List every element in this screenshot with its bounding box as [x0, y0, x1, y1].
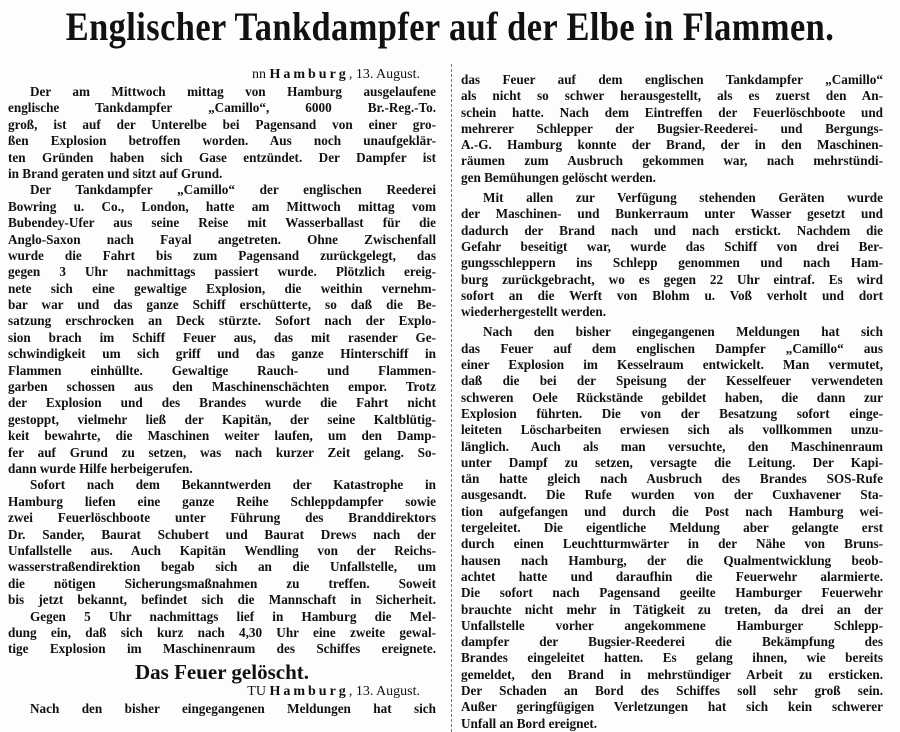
text-line: ten Gründen haben sich Gase entzündet. Der Dampfer ist	[8, 149, 436, 165]
text-line: schein hatte. Nach dem Eintreffen der Feuerlöschboote und	[461, 104, 883, 120]
text-line: der Maschinen- und Bunkerraum unter Wasser gesetzt und	[461, 206, 883, 222]
dateline-agency: TU	[247, 683, 266, 699]
text-line: Flammen einhüllte. Gewaltige Rauch- und Flammen-	[8, 362, 436, 378]
text-line: unter Dampf zu setzen, versagte die Leitung. Der Kapi-	[461, 454, 883, 470]
text-line: daß die bei der Speisung der Kesselfeuer verwendeten	[461, 373, 883, 389]
text-line: gungsschleppern ins Schlepp genommen und nach Ham-	[461, 255, 883, 271]
text-line: schweren Oele Rückstände gebildet haben, die dann zur	[461, 389, 883, 405]
article-headline: Englischer Tankdampfer auf der Elbe in Flammen.	[65, 4, 835, 49]
text-line: nete sich eine gewaltige Explosion, die weithin vernehm-	[8, 280, 436, 296]
text-line: wiederhergestellt werden.	[461, 304, 607, 320]
text-line: Brandes eingeleitet hatten. Es gelang ihnen, wie bereits	[461, 650, 883, 666]
dateline-agency: nn	[251, 67, 266, 82]
text-line: wasserstraßendirektion begab sich an die Unfallstelle, um	[8, 559, 436, 575]
article-body	[8, 84, 436, 658]
text-line: mehrerer Schlepper der Bugsier-Reederei- und Bergungs-	[461, 120, 883, 136]
left-column	[8, 66, 436, 717]
text-line: schwindigkeit um sich griff und das ganze Hinterschiff in	[8, 346, 436, 362]
dateline	[8, 66, 436, 84]
right-column	[461, 72, 883, 732]
text-line: Gegen 5 Uhr nachmittags lief in Hamburg die Mel-	[30, 608, 436, 624]
text-line: fer auf Grund zu setzen, was nach kurzer Zeit gelang. So-	[8, 444, 436, 460]
text-line: Unfallstelle aus. Auch Kapitän Wendling von der Reichs-	[8, 542, 436, 558]
text-line: Der Schaden an Bord des Schiffes soll sehr groß sein.	[461, 682, 883, 698]
text-line: das Feuer auf dem englischen Tankdampfer „Camillo“	[461, 72, 883, 87]
text-line: brauchte nicht mehr in Tätigkeit zu treten, da drei an der	[461, 601, 883, 617]
dateline-city: Hamburg	[269, 683, 349, 699]
text-line: dampfer der Bugsier-Reederei die Bekämpfung des	[461, 634, 883, 650]
text-line: Gefahr beseitigt war, wurde das Schiff von drei Ber-	[461, 238, 883, 254]
text-line: der Explosion und des Brandes wurde die Fahrt nicht	[8, 395, 436, 411]
article-body-2	[8, 701, 436, 717]
text-line: Außer geringfügigen Verletzungen hat sich kein schwerer	[461, 699, 883, 715]
text-line: sofort an die Werft von Blohm u. Voß verholt und dort	[461, 287, 883, 303]
column-divider	[451, 64, 452, 732]
text-line: Unfallstelle vorher angekommene Hamburger Schlepp-	[461, 617, 883, 633]
dateline-2	[8, 683, 436, 701]
subheading: Das Feuer gelöscht.	[135, 659, 309, 684]
text-line: dadurch der Brand nach und nach erstickt. Nachdem die	[461, 222, 883, 238]
text-line: Bowring u. Co., London, hatte am Mittwoch mittag vom	[8, 198, 436, 214]
text-line: in Brand geraten und sitzt auf Grund.	[8, 165, 223, 181]
text-line: Nach den bisher eingegangenen Meldungen hat sich	[483, 324, 883, 340]
text-line: tion aufgefangen und durch die Post nach Hamburg wei-	[461, 503, 883, 519]
text-line: räumen zum Ausbruch gekommen war, nach mehrstündi-	[461, 153, 883, 169]
text-line: Mit allen zur Verfügung stehenden Geräten wurde	[483, 190, 883, 206]
text-line: Explosion führten. Die von der Besatzung sofort einge-	[461, 405, 883, 421]
text-line: gestoppt, vielmehr ließ der Kapitän, der seine Kaltblütig-	[8, 411, 436, 427]
text-line: länglich. Auch als man versuchte, den Maschinenraum	[461, 438, 883, 454]
text-line: bar war und das ganze Schiff erschütterte, so daß die Be-	[8, 297, 436, 313]
text-line: zwei Feuerlöschboote unter Führung des Branddirektors	[8, 510, 436, 526]
text-line: garben schossen aus den Maschinenschächten empor. Trotz	[8, 379, 436, 395]
text-line: die nötigen Sicherungsmaßnahmen zu treffen. Soweit	[8, 575, 436, 591]
text-line: Hamburg liefen eine ganze Reihe Schleppdampfer sowie	[8, 493, 436, 509]
text-line: dung ein, daß sich kurz nach 4,30 Uhr eine zweite gewal-	[8, 624, 436, 640]
article-body-continued	[461, 72, 883, 732]
text-line: tige Explosion im Maschinenraum des Schiffes ereignete.	[8, 641, 436, 657]
text-line: ausgesandt. Die Rufe wurden von der Cuxhavener Sta-	[461, 487, 883, 503]
text-line: burg zurückgebracht, wo es gegen 22 Uhr eintraf. Es wird	[461, 271, 883, 287]
dateline-date: , 13. August.	[348, 67, 420, 82]
text-line: Nach den bisher eingegangenen Meldungen hat sich	[30, 700, 436, 716]
dateline-city: Hamburg	[269, 67, 349, 82]
text-line: das Feuer auf dem englischen Dampfer „Camillo“ aus	[461, 340, 883, 356]
text-line: durch einen Leuchtturmwärter in der Nähe von Bruns-	[461, 536, 883, 552]
text-line: Bubendey-Ufer aus seine Reise mit Wasserballast für die	[8, 215, 436, 231]
text-line: hausen nach Hamburg, der die Qualmentwicklung beob-	[461, 552, 883, 568]
text-line: leiteten Löscharbeiten erwiesen sich als vollkommen unzu-	[461, 422, 883, 438]
text-line: gen Bemühungen gelöscht werden.	[461, 169, 656, 185]
text-line: bis jetzt bekannt, befindet sich die Mannschaft in Sicherheit.	[8, 592, 436, 608]
dateline-date: , 13. August.	[348, 683, 420, 699]
text-line: tergeleitet. Die eigentliche Meldung aber gelangte erst	[461, 520, 883, 536]
text-line: keit bewahrte, die Maschinen weiter laufen, um den Damp-	[8, 428, 436, 444]
text-line: Der Tankdampfer „Camillo“ der englischen Reederei	[30, 182, 436, 198]
text-line: satzung erschrocken an Deck stürzte. Sofort nach der Explo-	[8, 313, 436, 329]
text-line: als nicht so schwer herausgestellt, als es zuerst den An-	[461, 88, 883, 104]
text-line: gemeldet, den Brand in mehrstündiger Arbeit zu ersticken.	[461, 666, 883, 682]
text-line: tän hatte gleich nach Ausbruch des Brandes SOS-Rufe	[461, 471, 883, 487]
text-line: wurde die Fahrt bis zum Pagensand zurückgelegt, das	[8, 247, 436, 263]
text-line: einer Explosion im Kesselraum entwickelt. Man vermutet,	[461, 357, 883, 373]
text-line: Dr. Sander, Baurat Schubert und Baurat Drews nach der	[8, 526, 436, 542]
text-line: Der am Mittwoch mittag von Hamburg ausgelaufene	[30, 84, 436, 99]
text-line: gegen 3 Uhr nachmittags passiert wurde. Plötzlich ereig-	[8, 264, 436, 280]
text-line: ßen Explosion betroffen worden. Aus noch unaufgeklär-	[8, 133, 436, 149]
text-line: A.-G. Hamburg konnte der Brand, der in den Maschinen-	[461, 137, 883, 153]
text-line: Sofort nach dem Bekanntwerden der Katastrophe in	[30, 477, 436, 493]
text-line: groß, ist auf der Unterelbe bei Pagensand von einer gro-	[8, 116, 436, 132]
text-line: Unfall an Bord ereignet.	[461, 715, 598, 731]
text-line: Die sofort nach Pagensand geeilte Hamburger Feuerwehr	[461, 585, 883, 601]
text-line: dann wurde Hilfe herbeigerufen.	[8, 460, 193, 476]
text-line: Anglo-Saxon nach Fayal angetreten. Ohne Zwischenfall	[8, 231, 436, 247]
text-line: sion brach im Schiff Feuer aus, das mit rasender Ge-	[8, 329, 436, 345]
text-line: englische Tankdampfer „Camillo“, 6000 Br.-Reg.-To.	[8, 100, 436, 116]
text-line: achtet hatte und daraufhin die Feuerwehr alarmierte.	[461, 568, 883, 584]
